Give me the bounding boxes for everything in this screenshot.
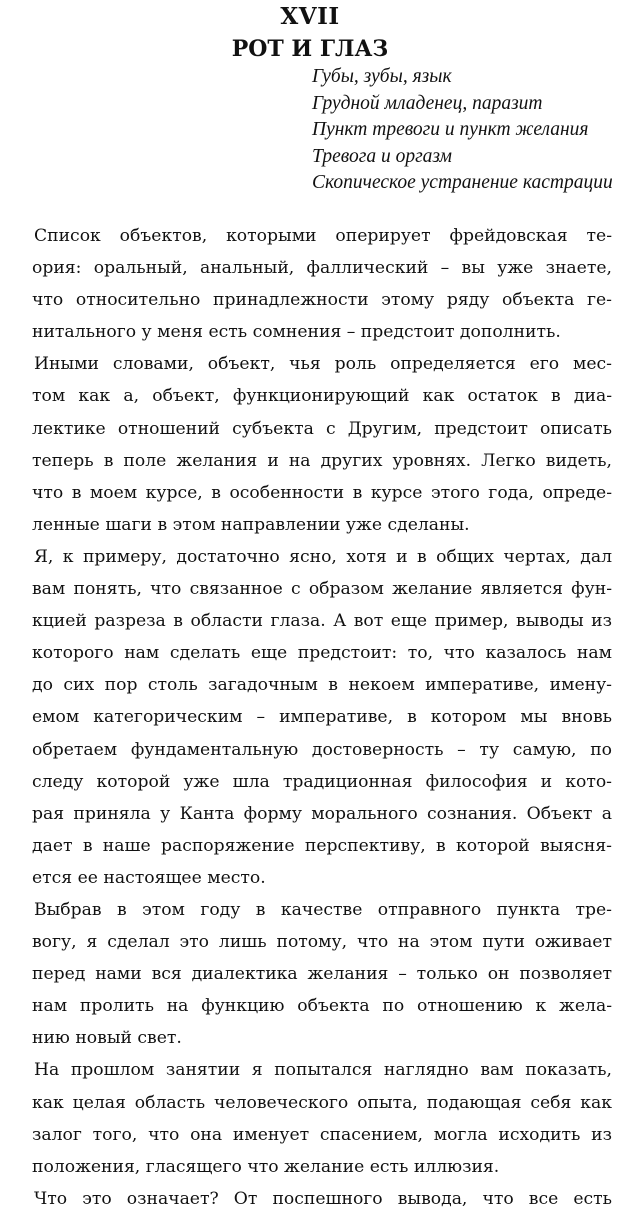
text-line: ория: оральный, анальный, фаллический – вы уже знаете, — [32, 258, 612, 279]
text-line: которого нам сделать еще предстоит: то, что казалось нам — [32, 643, 612, 664]
paragraph — [32, 1054, 612, 1182]
epigraph-line: Тревога и оргазм — [312, 145, 453, 167]
text-line: ется ее настоящее место. — [32, 867, 266, 888]
text-line: теперь в поле желания и на других уровнях. Легко видеть, — [32, 450, 612, 471]
text-line: Что это означает? От поспешного вывода, что все есть — [34, 1188, 612, 1209]
text-line: положения, гласящего что желание есть иллюзия. — [32, 1156, 500, 1177]
paragraph — [32, 1183, 612, 1215]
epigraph-line: Пункт тревоги и пункт желания — [312, 119, 589, 140]
epigraph — [312, 64, 617, 197]
text-line: Иными словами, объект, чья роль определяется его мес- — [34, 354, 612, 375]
text-line: Список объектов, которыми оперирует фрейдовская те- — [34, 226, 612, 246]
text-line: перед нами вся диалектика желания – только он позволяет — [32, 964, 612, 985]
text-line: что в моем курсе, в особенности в курсе этого года, опреде- — [32, 482, 612, 503]
text-line: нию новый свет. — [32, 1028, 182, 1049]
paragraph — [32, 348, 612, 541]
text-line: как целая область человеческого опыта, подающая себя как — [32, 1092, 612, 1113]
text-line: На прошлом занятии я попытался наглядно вам показать, — [34, 1060, 612, 1081]
text-line: дает в наше распоряжение перспективу, в которой выясня- — [32, 835, 612, 856]
text-line: том как a, объект, функционирующий как остаток в диа- — [32, 386, 612, 407]
body-text — [32, 220, 612, 1215]
text-line: следу которой уже шла традиционная философия и кото- — [32, 771, 612, 792]
text-line: нитального у меня есть сомнения – предстоит дополнить. — [32, 322, 561, 343]
text-line: ленные шаги в этом направлении уже сделаны. — [32, 514, 470, 535]
paragraph — [32, 541, 612, 894]
text-line: что относительно принадлежности этому ряду объекта ге- — [32, 290, 612, 311]
text-line: лектике отношений субъекта с Другим, предстоит описать — [32, 418, 612, 439]
text-line: емом категорическим – императиве, в котором мы вновь — [32, 707, 612, 728]
text-line: рая приняла у Канта форму морального сознания. Объект a — [32, 803, 612, 824]
text-line: вам понять, что связанное с образом желание является фун- — [32, 579, 612, 600]
text-line: обретаем фундаментальную достоверность – ту самую, по — [32, 739, 612, 760]
epigraph-line: Грудной младенец, паразит — [312, 92, 543, 114]
text-line: Я, к примеру, достаточно ясно, хотя и в общих чертах, дал — [34, 546, 612, 567]
text-line: кцией разреза в области глаза. А вот еще пример, выводы из — [32, 611, 612, 632]
text-line: до сих пор столь загадочным в некоем императиве, имену- — [32, 675, 612, 696]
chapter-number: XVII — [280, 3, 340, 30]
chapter-title: РОТ И ГЛАЗ — [231, 36, 389, 62]
text-line: нам пролить на функцию объекта по отношению к жела- — [32, 996, 612, 1017]
epigraph-line: Губы, зубы, язык — [312, 66, 452, 87]
paragraph — [32, 894, 612, 1054]
text-line: залог того, что она именует спасением, могла исходить из — [32, 1124, 612, 1145]
text-line: вогу, я сделал это лишь потому, что на этом пути оживает — [32, 932, 612, 953]
paragraph — [32, 220, 612, 348]
epigraph-line: Скопическое устранение кастрации — [312, 172, 613, 193]
text-line: Выбрав в этом году в качестве отправного пункта тре- — [34, 899, 612, 920]
